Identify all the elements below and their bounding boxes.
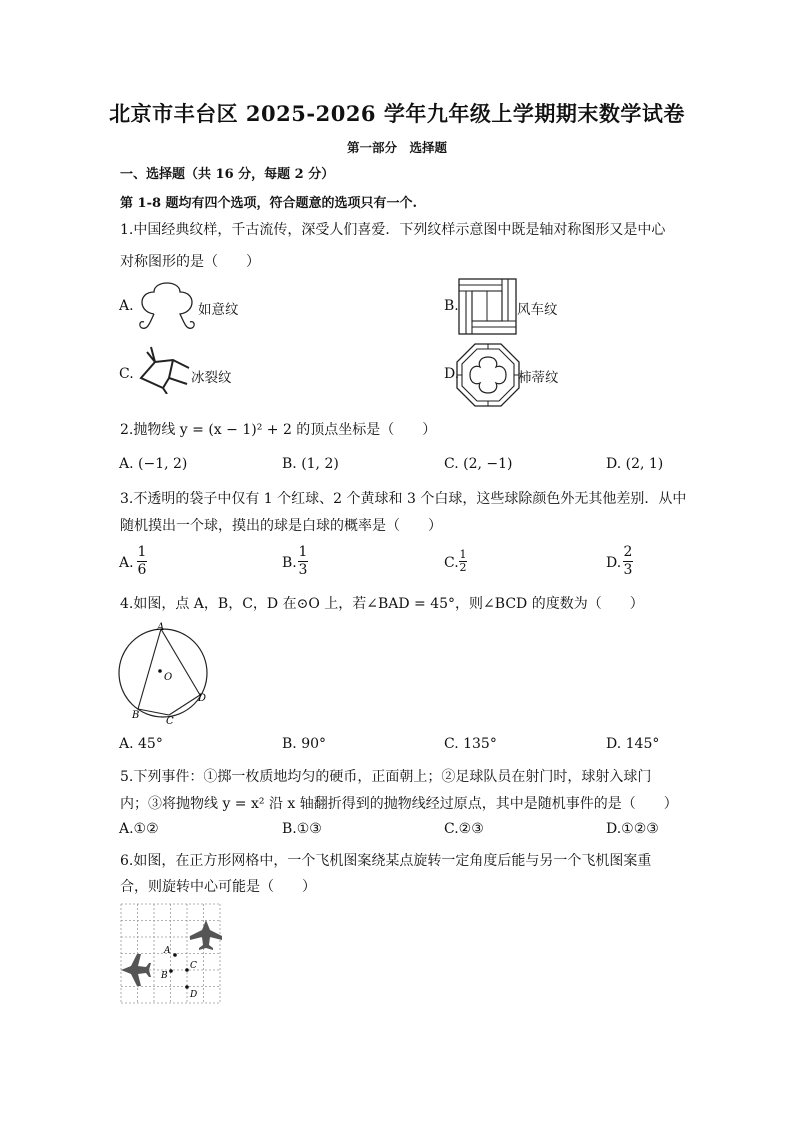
- q5-option-b: B.①③: [282, 821, 322, 837]
- grid-point-b-label: B: [161, 971, 168, 981]
- q3-option-a-letter: A.: [119, 555, 134, 571]
- q3-option-a-numerator: 1: [137, 544, 147, 560]
- q1-option-d-letter: D.: [444, 366, 460, 382]
- q6-text-line1: 6.如图，在正方形网格中，一个飞机图案绕某点旋转一定角度后能与另一个飞机图案重: [120, 853, 652, 869]
- q5-option-a: A.①②: [119, 821, 159, 837]
- q3-option-c-denominator: 2: [459, 561, 467, 574]
- persimmon-pattern-figure: [456, 343, 520, 407]
- q3-option-c-letter: C.: [444, 555, 459, 571]
- q3-option-c-numerator: 1: [459, 548, 467, 561]
- q4-option-b: B. 90°: [282, 736, 327, 752]
- q2-option-a: A. (−1, 2): [119, 456, 188, 472]
- q3-option-b-fraction: [298, 544, 308, 579]
- q2-option-b: B. (1, 2): [282, 456, 339, 472]
- circle-o: [119, 629, 207, 717]
- grid-point-d-label: D: [190, 990, 198, 1000]
- point-b-label: B: [132, 710, 140, 721]
- point-d-label: D: [198, 693, 207, 704]
- point-a-label: A: [157, 622, 165, 633]
- point-o-label: O: [164, 672, 173, 683]
- airplane-left-icon: [121, 954, 151, 986]
- q1-option-c-letter: C.: [119, 366, 134, 382]
- q3-option-d-numerator: 2: [623, 544, 633, 560]
- q1-option-b-letter: B.: [444, 298, 459, 314]
- q3-option-a-denominator: 6: [137, 562, 147, 578]
- q1-option-b-name: 风车纹: [517, 302, 558, 318]
- q1-option-a-name: 如意纹: [198, 302, 239, 318]
- point-c-label: C: [166, 716, 174, 727]
- q3-option-d-fraction: [623, 544, 633, 579]
- page-title: 北京市丰台区 2025-2026 学年九年级上学期期末数学试卷: [109, 101, 685, 126]
- windmill-pattern-figure: [458, 278, 518, 336]
- q3-option-b-denominator: 3: [298, 562, 308, 578]
- q3-option-c-fraction: [459, 549, 467, 574]
- circle-figure: [114, 618, 214, 728]
- q1-text-line1: 1.中国经典纹样，千古流传，深受人们喜爱．下列纹样示意图中既是轴对称图形又是中心: [120, 222, 666, 238]
- part-heading: 第一部分 选择题: [346, 140, 447, 155]
- q4-option-c: C. 135°: [444, 736, 497, 752]
- q3-option-d-denominator: 3: [623, 562, 633, 578]
- airplane-up-icon: [190, 920, 222, 950]
- q3-text-line1: 3.不透明的袋子中仅有 1 个红球、2 个黄球和 3 个白球，这些球除颜色外无其他差别．从中: [120, 491, 687, 507]
- q5-option-c: C.②③: [444, 821, 484, 837]
- q3-text-line2: 随机摸出一个球，摸出的球是白球的概率是（ ）: [120, 518, 442, 534]
- q3-option-a-fraction: [137, 544, 147, 579]
- q2-text: 2.抛物线 y = (x − 1)² + 2 的顶点坐标是（ ）: [120, 422, 437, 438]
- ice-crack-pattern-figure: [133, 344, 193, 394]
- q2-option-c: C. (2, −1): [444, 456, 513, 472]
- q3-option-b-letter: B.: [282, 555, 297, 571]
- section-heading: 一、选择题（共 16 分，每题 2 分）: [120, 167, 335, 182]
- ruyi-pattern-figure: [134, 274, 200, 336]
- grid-point-c-label: C: [190, 961, 197, 971]
- q1-option-a-letter: A.: [119, 298, 134, 314]
- grid-figure: [118, 902, 226, 1008]
- q6-text-line2: 合，则旋转中心可能是（ ）: [120, 879, 316, 895]
- q3-option-b-numerator: 1: [298, 544, 308, 560]
- q2-option-d: D. (2, 1): [606, 456, 664, 472]
- q5-text-line1: 5.下列事件：①掷一枚质地均匀的硬币，正面朝上；②足球队员在射门时，球射入球门: [120, 769, 652, 785]
- grid-point-a-label: A: [164, 946, 171, 956]
- q5-text-line2: 内；③将抛物线 y = x² 沿 x 轴翻折得到的抛物线经过原点，其中是随机事件的是（ ）: [120, 796, 678, 812]
- q4-option-a: A. 45°: [119, 736, 163, 752]
- q1-option-c-name: 冰裂纹: [191, 370, 232, 386]
- q1-option-d-name: 柿蒂纹: [518, 370, 559, 386]
- q5-option-d: D.①②③: [606, 821, 659, 837]
- q1-text-line2: 对称图形的是（ ）: [120, 254, 260, 270]
- q4-text: 4.如图，点 A，B，C，D 在⊙O 上，若∠BAD = 45°，则∠BCD 的度数为（ ）: [120, 596, 644, 612]
- section-note: 第 1-8 题均有四个选项，符合题意的选项只有一个.: [120, 196, 418, 211]
- q3-option-d-letter: D.: [606, 555, 622, 571]
- q4-option-d: D. 145°: [606, 736, 660, 752]
